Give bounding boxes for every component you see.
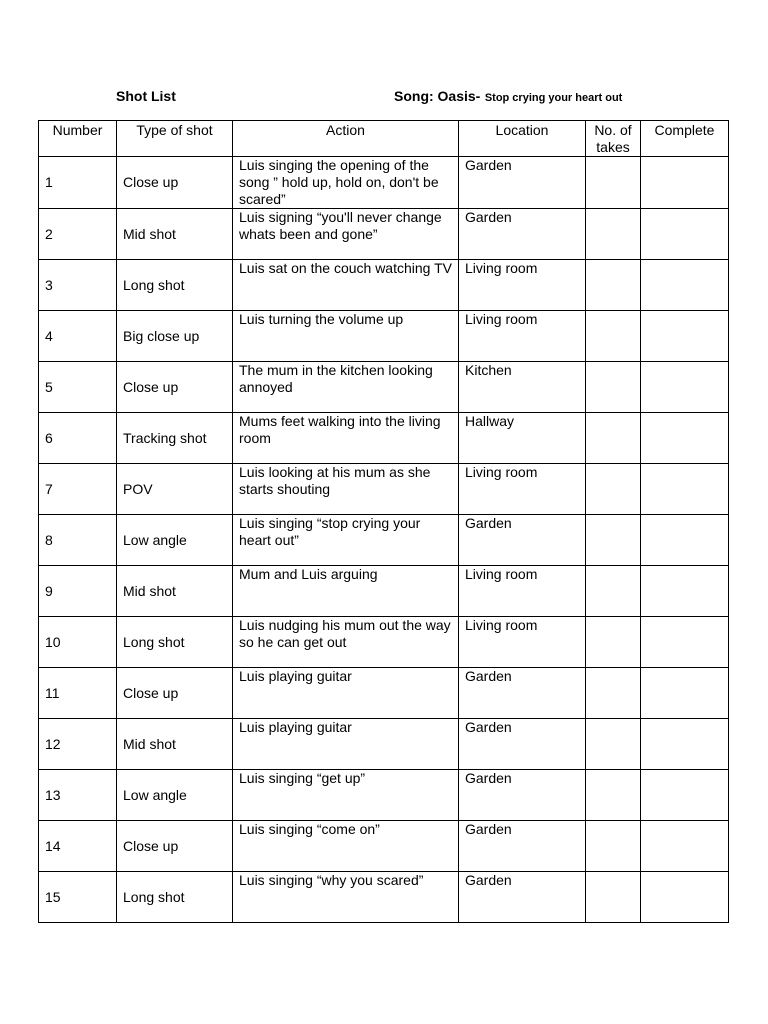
- cell-location: Living room: [459, 311, 586, 362]
- cell-takes: [586, 515, 641, 566]
- cell-complete: [641, 872, 729, 923]
- cell-location: Garden: [459, 719, 586, 770]
- cell-action: Luis looking at his mum as she starts shouting: [233, 464, 459, 515]
- cell-location: Hallway: [459, 413, 586, 464]
- cell-action: The mum in the kitchen looking annoyed: [233, 362, 459, 413]
- cell-shot-type: Mid shot: [117, 566, 233, 617]
- cell-takes: [586, 362, 641, 413]
- table-row: [39, 668, 729, 719]
- cell-complete: [641, 209, 729, 260]
- cell-number: 12: [39, 719, 117, 770]
- cell-action: Luis singing “stop crying your heart out”: [233, 515, 459, 566]
- document-title: Shot List: [116, 88, 176, 104]
- cell-action: Luis singing “get up”: [233, 770, 459, 821]
- cell-location: Garden: [459, 515, 586, 566]
- cell-takes: [586, 464, 641, 515]
- song-title: Stop crying your heart out: [484, 92, 623, 104]
- cell-number: 14: [39, 821, 117, 872]
- cell-number: 8: [39, 515, 117, 566]
- cell-location: Garden: [459, 770, 586, 821]
- cell-shot-type: Long shot: [117, 260, 233, 311]
- cell-shot-type: Close up: [117, 362, 233, 413]
- table-row: [39, 872, 729, 923]
- cell-takes: [586, 209, 641, 260]
- cell-number: 4: [39, 311, 117, 362]
- cell-takes: [586, 821, 641, 872]
- cell-action: Luis playing guitar: [233, 668, 459, 719]
- table-row: [39, 566, 729, 617]
- cell-takes: [586, 157, 641, 209]
- table-row: [39, 260, 729, 311]
- header-row: [39, 121, 729, 157]
- cell-location: Living room: [459, 566, 586, 617]
- cell-shot-type: Low angle: [117, 770, 233, 821]
- cell-number: 5: [39, 362, 117, 413]
- cell-complete: [641, 515, 729, 566]
- cell-number: 10: [39, 617, 117, 668]
- cell-location: Living room: [459, 617, 586, 668]
- table-row: [39, 719, 729, 770]
- cell-takes: [586, 413, 641, 464]
- cell-shot-type: Close up: [117, 668, 233, 719]
- cell-shot-type: Mid shot: [117, 719, 233, 770]
- cell-number: 1: [39, 157, 117, 209]
- song-label: Song: Oasis-: [394, 88, 481, 104]
- cell-action: Luis signing “you'll never change whats been and gone”: [233, 209, 459, 260]
- cell-takes: [586, 260, 641, 311]
- table-row: [39, 311, 729, 362]
- cell-number: 9: [39, 566, 117, 617]
- cell-action: Luis singing “come on”: [233, 821, 459, 872]
- cell-takes: [586, 770, 641, 821]
- cell-number: 15: [39, 872, 117, 923]
- cell-complete: [641, 362, 729, 413]
- table-row: [39, 515, 729, 566]
- cell-number: 3: [39, 260, 117, 311]
- shot-list-table: [38, 120, 729, 923]
- cell-number: 2: [39, 209, 117, 260]
- table-row: [39, 157, 729, 209]
- cell-action: Luis turning the volume up: [233, 311, 459, 362]
- cell-complete: [641, 617, 729, 668]
- cell-shot-type: Big close up: [117, 311, 233, 362]
- cell-number: 6: [39, 413, 117, 464]
- cell-shot-type: POV: [117, 464, 233, 515]
- cell-shot-type: Long shot: [117, 617, 233, 668]
- cell-location: Living room: [459, 260, 586, 311]
- cell-location: Garden: [459, 821, 586, 872]
- cell-shot-type: Tracking shot: [117, 413, 233, 464]
- cell-shot-type: Close up: [117, 821, 233, 872]
- cell-action: Mum and Luis arguing: [233, 566, 459, 617]
- cell-location: Garden: [459, 209, 586, 260]
- table-row: [39, 770, 729, 821]
- cell-location: Garden: [459, 157, 586, 209]
- table-row: [39, 209, 729, 260]
- cell-number: 7: [39, 464, 117, 515]
- table-row: [39, 617, 729, 668]
- cell-shot-type: Long shot: [117, 872, 233, 923]
- column-header-number: Number: [39, 121, 117, 157]
- table-row: [39, 362, 729, 413]
- cell-complete: [641, 566, 729, 617]
- cell-shot-type: Close up: [117, 157, 233, 209]
- column-header-action: Action: [233, 121, 459, 157]
- cell-number: 13: [39, 770, 117, 821]
- table-row: [39, 413, 729, 464]
- cell-location: Garden: [459, 872, 586, 923]
- cell-takes: [586, 617, 641, 668]
- cell-complete: [641, 157, 729, 209]
- table-body: [39, 157, 729, 923]
- column-header-complete: Complete: [641, 121, 729, 157]
- cell-shot-type: Mid shot: [117, 209, 233, 260]
- cell-complete: [641, 464, 729, 515]
- cell-action: Luis nudging his mum out the way so he can get out: [233, 617, 459, 668]
- cell-complete: [641, 311, 729, 362]
- cell-takes: [586, 668, 641, 719]
- cell-number: 11: [39, 668, 117, 719]
- cell-complete: [641, 821, 729, 872]
- cell-action: Luis singing “why you scared”: [233, 872, 459, 923]
- cell-complete: [641, 668, 729, 719]
- cell-takes: [586, 719, 641, 770]
- cell-shot-type: Low angle: [117, 515, 233, 566]
- cell-complete: [641, 770, 729, 821]
- column-header-location: Location: [459, 121, 586, 157]
- column-header-type: Type of shot: [117, 121, 233, 157]
- column-header-takes: No. of takes: [586, 121, 641, 157]
- table-row: [39, 464, 729, 515]
- cell-action: Luis singing the opening of the song ” hold up, hold on, don't be scared”: [233, 157, 459, 209]
- cell-action: Mums feet walking into the living room: [233, 413, 459, 464]
- cell-takes: [586, 311, 641, 362]
- cell-takes: [586, 566, 641, 617]
- cell-takes: [586, 872, 641, 923]
- cell-action: Luis sat on the couch watching TV: [233, 260, 459, 311]
- cell-complete: [641, 719, 729, 770]
- song-heading: [394, 88, 622, 106]
- table-row: [39, 821, 729, 872]
- cell-complete: [641, 413, 729, 464]
- cell-location: Garden: [459, 668, 586, 719]
- cell-action: Luis playing guitar: [233, 719, 459, 770]
- cell-location: Kitchen: [459, 362, 586, 413]
- cell-complete: [641, 260, 729, 311]
- cell-location: Living room: [459, 464, 586, 515]
